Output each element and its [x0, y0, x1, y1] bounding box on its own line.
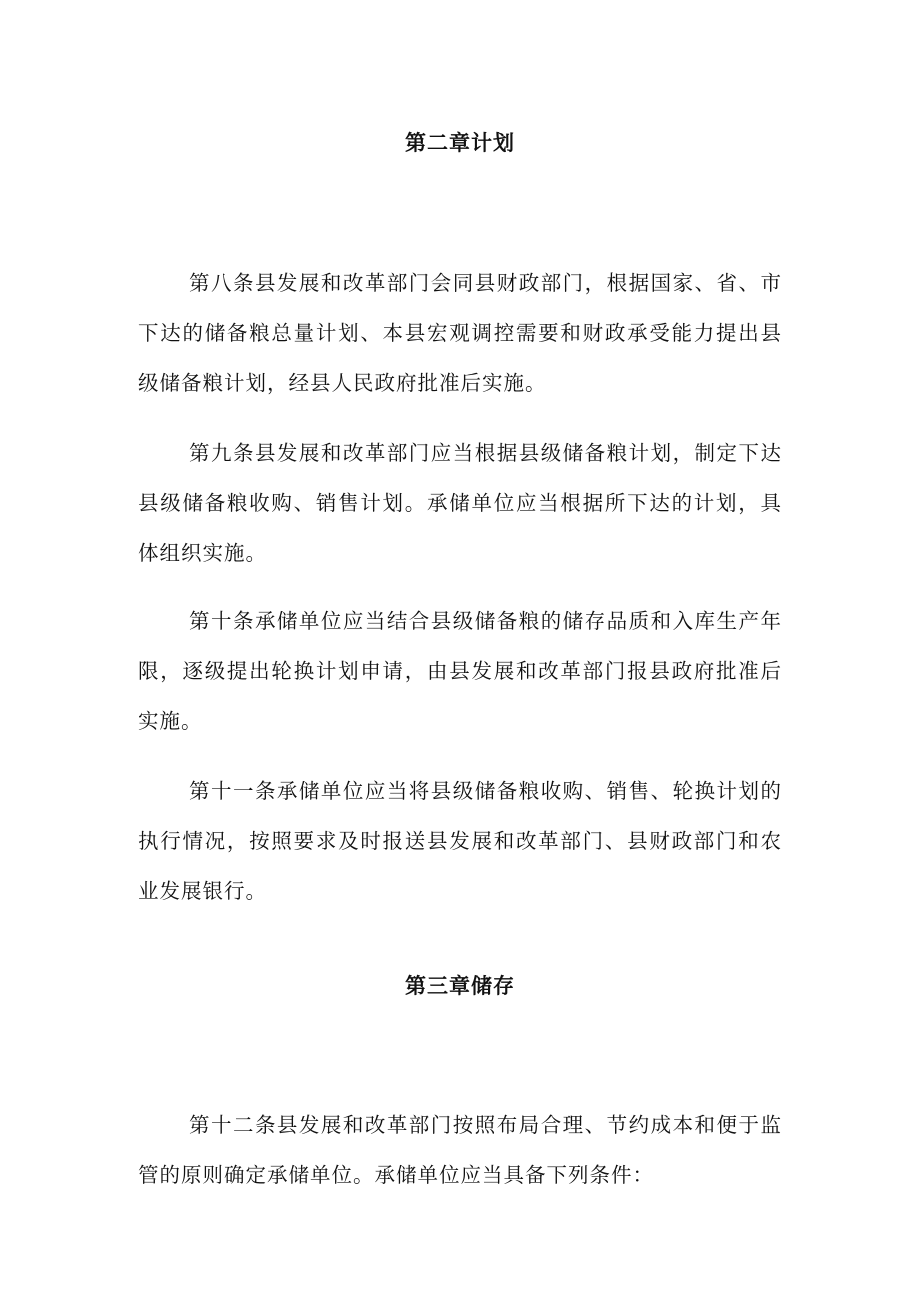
article-12: 第十二条县发展和改革部门按照布局合理、节约成本和便于监管的原则确定承储单位。承储单位应当具备下列条件： — [138, 1113, 782, 1187]
article-9: 第九条县发展和改革部门应当根据县级储备粮计划，制定下达县级储备粮收购、销售计划。承储单位应当根据所下达的计划，具体组织实施。 — [138, 441, 782, 565]
article-11: 第十一条承储单位应当将县级储备粮收购、销售、轮换计划的执行情况，按照要求及时报送县发展和改革部门、县财政部门和农业发展银行。 — [138, 779, 782, 903]
article-10: 第十条承储单位应当结合县级储备粮的储存品质和入库生产年限，逐级提出轮换计划申请，由县发展和改革部门报县政府批准后实施。 — [138, 609, 782, 733]
chapter-2-heading: 第二章计划 — [405, 131, 515, 155]
chapter-3-heading: 第三章储存 — [405, 974, 515, 998]
article-8: 第八条县发展和改革部门会同县财政部门，根据国家、省、市下达的储备粮总量计划、本县宏观调控需要和财政承受能力提出县级储备粮计划，经县人民政府批准后实施。 — [138, 271, 782, 395]
